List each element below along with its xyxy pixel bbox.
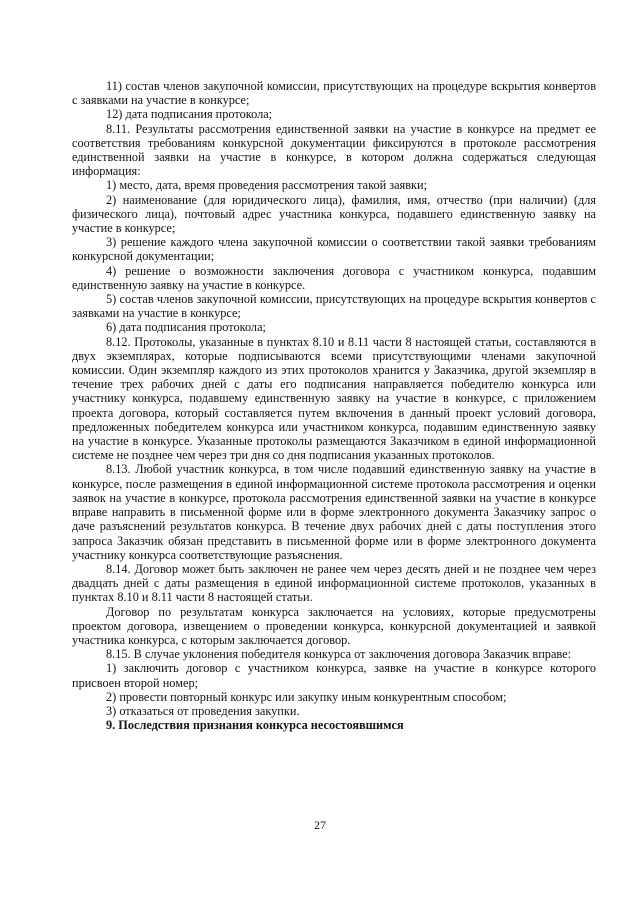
paragraph: 1) место, дата, время проведения рассмотрения такой заявки; [106,178,427,193]
paragraph: 8.13. Любой участник конкурса, в том числе подавший единственную заявку на участие в конкурсе, после размещения в единой информационной системе протокола рассмотрения и оценки заявок на участие в конкурсе, протокола рассмотрения единственной заявки на участие в конкурсе вправе направить в письменной форме или в форме электронного документа Заказчику запрос о даче разъяснений результатов конкурса. В течение двух рабочих дней с даты поступления этого запроса Заказчик обязан представить в письменной форме или в форме электронного документа участнику конкурса соответствующие разъяснения. [72,462,596,562]
paragraph: 2) наименование (для юридического лица), фамилия, имя, отчество (при наличии) (для физического лица), почтовый адрес участника конкурса, подавшего единственную заявку на участие в конкурсе; [72,192,596,236]
paragraph: 12) дата подписания протокола; [106,107,273,122]
paragraph: 3) отказаться от проведения закупки. [106,703,300,718]
page-number: 27 [314,818,326,832]
paragraph: 8.12. Протоколы, указанные в пунктах 8.10 и 8.11 части 8 настоящей статьи, составляются в двух экземплярах, которые подписываются всеми присутствующими членами закупочной комиссии. Один экземпляр каждого из этих протоколов хранится у Заказчика, другой экземпляр в течение трех рабочих дней с даты его подписания направляется победителю конкурса или участнику конкурса, подавшему единственную заявку на участие в конкурсе, с приложением проекта договора, который составляется путем включения в данный проект условий договора, предложенных победителем конкурса или участником конкурса, подавшим единственную заявку на участие в конкурсе. Указанные протоколы размещаются Заказчиком в единой информационной системе не позднее чем через три дня со дня подписания указанных протоколов. [72,334,596,463]
section-heading: 9. Последствия признания конкурса несостоявшимся [106,718,404,733]
paragraph: 8.14. Договор может быть заключен не ранее чем через десять дней и не позднее чем через двадцать дней с даты размещения в единой информационной системе протоколов, указанных в пунктах 8.10 и 8.11 части 8 настоящей статьи. [72,561,596,605]
paragraph: 2) провести повторный конкурс или закупку иным конкурентным способом; [106,689,507,704]
paragraph: 6) дата подписания протокола; [106,320,266,335]
paragraph: 1) заключить договор с участником конкурса, заявке на участие в конкурсе которого присвоен второй номер; [72,661,596,690]
paragraph: Договор по результатам конкурса заключается на условиях, которые предусмотрены проектом договора, извещением о проведении конкурса, конкурсной документацией и заявкой участника конкурса, с которым заключается договор. [72,604,596,647]
paragraph: 4) решение о возможности заключения договора с участником конкурса, подавшим единственную заявку на участие в конкурсе. [72,263,596,292]
paragraph: 3) решение каждого члена закупочной комиссии о соответствии такой заявки требованиям конкурсной документации; [72,235,596,264]
document-body [72,79,596,732]
paragraph: 8.15. В случае уклонения победителя конкурса от заключения договора Заказчик вправе: [106,647,572,662]
paragraph: 11) состав членов закупочной комиссии, присутствующих на процедуре вскрытия конвертов с заявками на участие в конкурсе; [72,79,596,108]
paragraph: 8.11. Результаты рассмотрения единственной заявки на участие в конкурсе на предмет ее соответствия требованиям конкурсной документации фиксируются в протоколе рассмотрения единственной заявки на участие в конкурсе, в котором должна содержаться следующая информация: [72,121,596,179]
paragraph: 5) состав членов закупочной комиссии, присутствующих на процедуре вскрытия конвертов с заявками на участие в конкурсе; [72,292,596,321]
